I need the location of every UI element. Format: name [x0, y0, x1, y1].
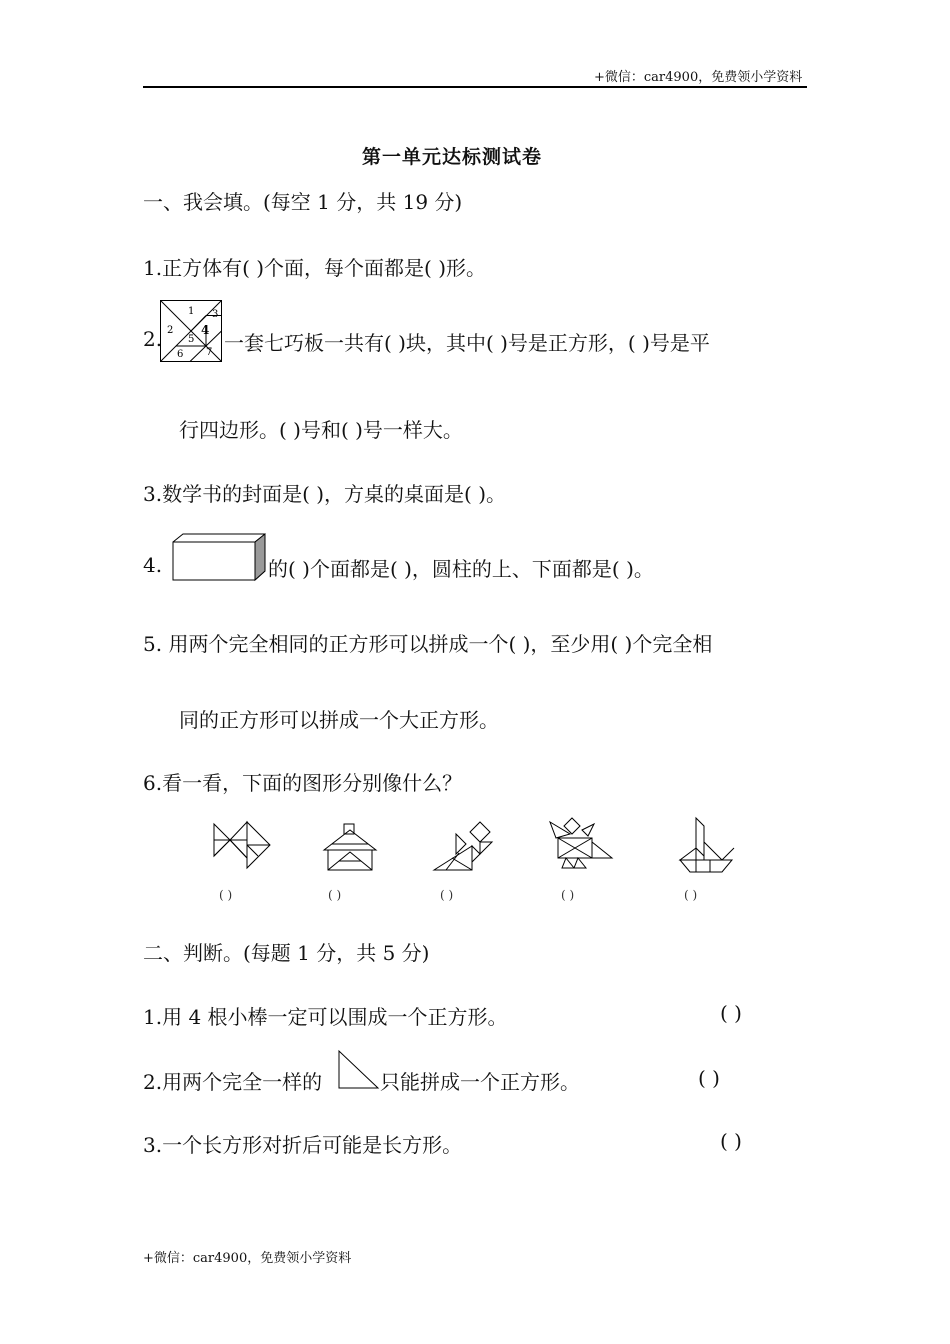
tangram-label-4: 4	[201, 323, 210, 337]
tangram-label-5: 5	[188, 334, 195, 345]
tangram-bird-figure	[548, 816, 616, 876]
s1-question-6: 6.看一看，下面的图形分别像什么？	[143, 771, 463, 795]
s1-question-4-number: 4.	[143, 553, 163, 577]
s2-question-1-mark: ( )	[720, 1001, 742, 1025]
q6-blank-3: ( )	[440, 888, 454, 902]
tangram-label-6: 6	[177, 349, 184, 360]
footer-note: +微信：car4900，免费领小学资料	[143, 1251, 352, 1266]
tangram-squirrel-figure	[432, 820, 496, 872]
s2-question-1: 1.用 4 根小棒一定可以围成一个正方形。	[143, 1005, 508, 1029]
tangram-boat-figure	[676, 816, 738, 876]
s1-question-3: 3.数学书的封面是( )，方桌的桌面是( )。	[143, 482, 507, 506]
tangram-house-figure	[322, 822, 380, 872]
q6-blank-4: ( )	[561, 888, 575, 902]
section2-heading: 二、判断。(每题 1 分，共 5 分)	[143, 941, 430, 965]
q6-blank-1: ( )	[219, 888, 233, 902]
s1-question-4-text: 的( )个面都是( )，圆柱的上、下面都是( )。	[268, 557, 654, 581]
tangram-label-3: 3	[212, 309, 219, 320]
s1-question-2-line1: 一套七巧板一共有( )块，其中( )号是正方形，( )号是平	[224, 331, 710, 355]
tangram-figure	[160, 300, 222, 362]
s1-question-5-line2: 同的正方形可以拼成一个大正方形。	[179, 708, 499, 732]
tangram-label-7: 7	[206, 347, 213, 358]
s2-question-3: 3.一个长方形对折后可能是长方形。	[143, 1133, 463, 1157]
tangram-label-1: 1	[188, 306, 195, 317]
s2-question-2-mark: ( )	[698, 1066, 720, 1090]
right-triangle-figure	[338, 1050, 380, 1090]
section1-heading: 一、我会填。(每空 1 分，共 19 分)	[143, 190, 463, 214]
s1-question-2-line2: 行四边形。( )号和( )号一样大。	[179, 418, 463, 442]
s2-question-2-pre: 2.用两个完全一样的	[143, 1070, 323, 1094]
page-title: 第一单元达标测试卷	[362, 146, 543, 168]
header-note: +微信：car4900，免费领小学资料	[594, 70, 803, 85]
s1-question-2-number: 2.	[143, 327, 163, 351]
s2-question-2-post: 只能拼成一个正方形。	[380, 1070, 580, 1094]
s1-question-1: 1.正方体有( )个面，每个面都是( )形。	[143, 256, 487, 280]
s2-question-3-mark: ( )	[720, 1129, 742, 1153]
tangram-label-2: 2	[167, 325, 174, 336]
tangram-fish-figure	[212, 818, 274, 870]
cuboid-figure	[172, 533, 267, 583]
q6-blank-5: ( )	[684, 888, 698, 902]
q6-blank-2: ( )	[328, 888, 342, 902]
header-rule	[143, 86, 807, 88]
s1-question-5-line1: 5. 用两个完全相同的正方形可以拼成一个( )，至少用( )个完全相	[143, 632, 713, 656]
